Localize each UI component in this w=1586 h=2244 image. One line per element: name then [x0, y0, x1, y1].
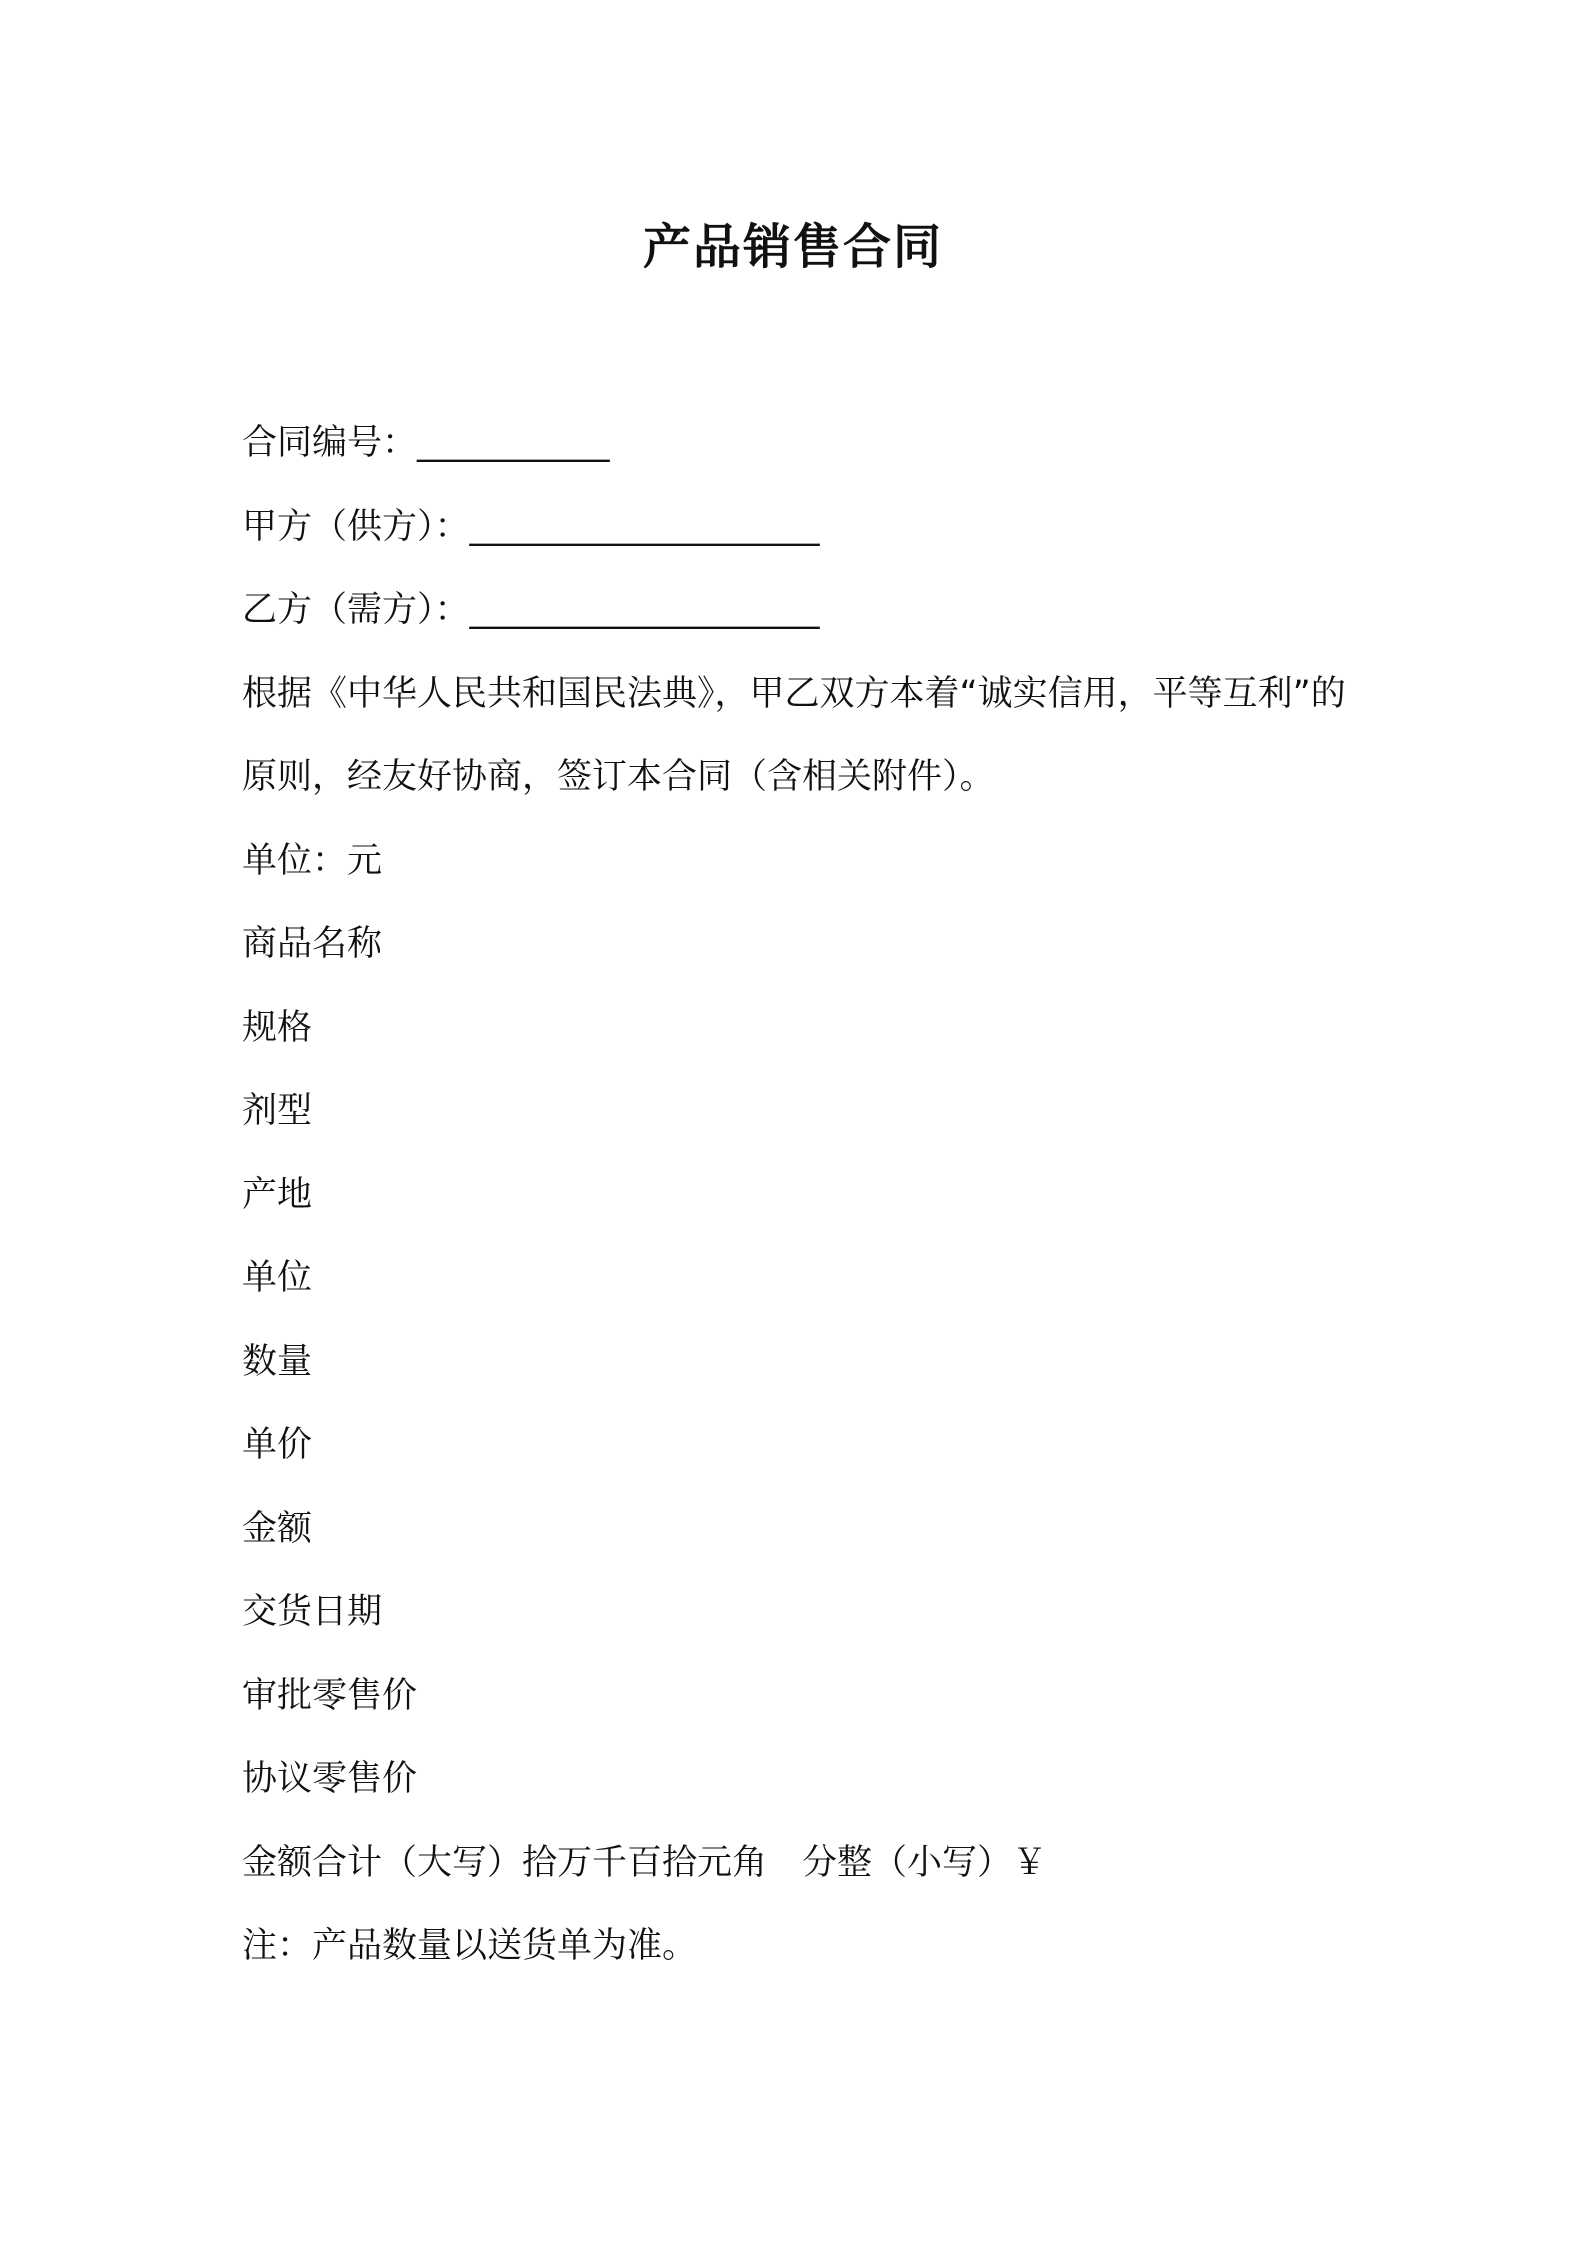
- field-amount: 金额: [242, 1508, 313, 1549]
- document-title: 产品销售合同: [642, 219, 943, 275]
- total-amount-line: 金额合计（大写）拾万千百拾元角 分整（小写）￥: [242, 1842, 1048, 1883]
- field-approved-retail-price: 审批零售价: [242, 1675, 418, 1716]
- field-product-name: 商品名称: [242, 924, 383, 964]
- field-unit: 单位: [242, 1258, 313, 1298]
- contract-number-line: 合同编号：___________: [242, 423, 610, 463]
- note-line: 注：产品数量以送货单为准。: [242, 1926, 698, 1966]
- field-unit-price: 单价: [242, 1425, 313, 1465]
- intro-paragraph: 根据《中华人民共和国民法典》，甲乙双方本着“诚实信用，平等互利”的原则，经友好协商，签订本合同（含相关附件）。: [242, 673, 1346, 797]
- field-delivery-date: 交货日期: [242, 1592, 383, 1632]
- document-body: [242, 402, 1362, 1989]
- unit-note: 单位：元: [242, 840, 383, 881]
- field-dosage-form: 剂型: [242, 1091, 313, 1131]
- party-b-line: 乙方（需方）：____________________: [242, 590, 820, 630]
- field-origin: 产地: [242, 1174, 313, 1215]
- field-agreed-retail-price: 协议零售价: [242, 1759, 418, 1799]
- field-specification: 规格: [242, 1007, 313, 1048]
- party-a-line: 甲方（供方）：____________________: [242, 506, 820, 547]
- field-quantity: 数量: [242, 1341, 313, 1382]
